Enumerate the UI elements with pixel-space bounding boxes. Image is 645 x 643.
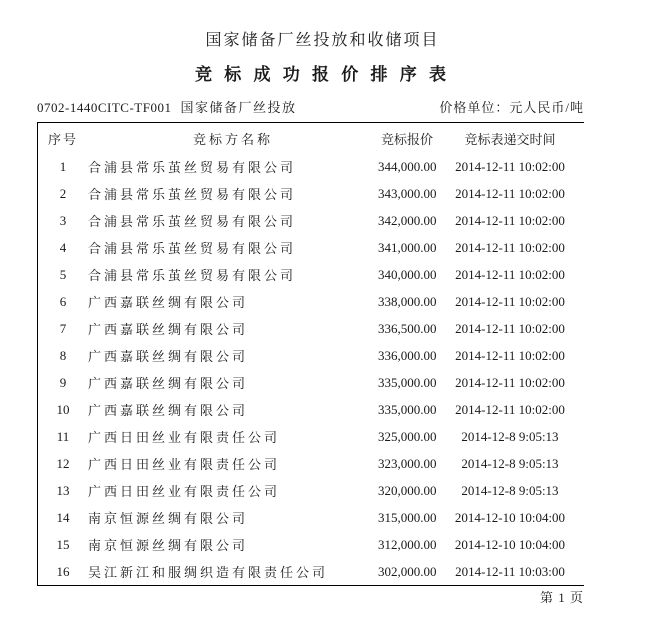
table-header-row <box>38 123 584 153</box>
table-row <box>38 234 584 261</box>
submit-time-cell: 2014-12-11 10:02:00 <box>455 401 565 417</box>
bidder-name-cell: 合浦县常乐茧丝贸易有限公司 <box>88 241 297 256</box>
submit-time-cell: 2014-12-8 9:05:13 <box>461 482 559 498</box>
submit-time-cell: 2014-12-10 10:04:00 <box>454 536 566 552</box>
row-index-cell: 8 <box>59 347 67 363</box>
row-index-cell: 13 <box>56 482 70 498</box>
bid-price-cell: 341,000.00 <box>378 239 437 255</box>
submit-time-cell: 2014-12-11 10:02:00 <box>455 347 565 363</box>
table-row <box>38 369 584 396</box>
bid-price-cell: 325,000.00 <box>378 428 437 444</box>
project-name: 国家储备厂丝投放 <box>180 100 297 115</box>
submit-time-cell: 2014-12-8 9:05:13 <box>461 455 559 471</box>
row-index-cell: 10 <box>56 401 70 417</box>
bid-price-cell: 323,000.00 <box>378 455 437 471</box>
table-body <box>38 153 584 585</box>
bid-price-cell: 336,500.00 <box>378 320 437 336</box>
column-header-bid-price: 竞标报价 <box>380 131 433 147</box>
bidder-name-cell: 合浦县常乐茧丝贸易有限公司 <box>88 160 297 175</box>
bidder-name-cell: 广西日田丝业有限责任公司 <box>88 457 281 472</box>
bidder-name-cell: 广西嘉联丝绸有限公司 <box>88 322 249 337</box>
bidder-name-cell: 南京恒源丝绸有限公司 <box>88 538 249 553</box>
row-index-cell: 15 <box>56 536 70 552</box>
column-header-bidder-name: 竞标方名称 <box>192 131 273 147</box>
bid-price-cell: 340,000.00 <box>378 266 437 282</box>
document-subtitle: 竞 标 成 功 报 价 排 序 表 <box>195 65 450 84</box>
row-index-cell: 1 <box>59 158 67 174</box>
table-row <box>38 342 584 369</box>
table-row <box>38 531 584 558</box>
row-index-cell: 12 <box>56 455 70 471</box>
submit-time-cell: 2014-12-11 10:02:00 <box>455 158 565 174</box>
row-index-cell: 4 <box>59 239 67 255</box>
bidder-name-cell: 合浦县常乐茧丝贸易有限公司 <box>88 268 297 283</box>
table-row <box>38 180 584 207</box>
row-index-cell: 9 <box>59 374 67 390</box>
bidder-name-cell: 吴江新江和服绸织造有限责任公司 <box>88 565 329 580</box>
bid-price-cell: 338,000.00 <box>378 293 437 309</box>
row-index-cell: 6 <box>59 293 67 309</box>
submit-time-cell: 2014-12-11 10:02:00 <box>455 266 565 282</box>
bid-price-cell: 335,000.00 <box>378 374 437 390</box>
bid-price-cell: 315,000.00 <box>378 509 437 525</box>
submit-time-cell: 2014-12-11 10:02:00 <box>455 212 565 228</box>
bidder-name-cell: 广西嘉联丝绸有限公司 <box>88 349 249 364</box>
meta-row <box>37 100 584 116</box>
bid-price-cell: 343,000.00 <box>378 185 437 201</box>
row-index-cell: 5 <box>59 266 67 282</box>
bid-price-cell: 320,000.00 <box>378 482 437 498</box>
table-row <box>38 477 584 504</box>
bidder-name-cell: 广西嘉联丝绸有限公司 <box>88 376 249 391</box>
row-index-cell: 16 <box>56 563 70 579</box>
table-row <box>38 396 584 423</box>
bidder-name-cell: 合浦县常乐茧丝贸易有限公司 <box>88 187 297 202</box>
table-row <box>38 261 584 288</box>
table-row <box>38 153 584 180</box>
bidder-name-cell: 广西嘉联丝绸有限公司 <box>88 295 249 310</box>
table-row <box>38 288 584 315</box>
row-index-cell: 7 <box>59 320 67 336</box>
bidder-name-cell: 南京恒源丝绸有限公司 <box>88 511 249 526</box>
row-index-cell: 11 <box>56 428 70 444</box>
table-row <box>38 558 584 585</box>
submit-time-cell: 2014-12-11 10:02:00 <box>455 185 565 201</box>
column-header-submit-time: 竞标表递交时间 <box>464 131 556 147</box>
bid-price-cell: 302,000.00 <box>378 563 437 579</box>
table-row <box>38 504 584 531</box>
price-unit-label: 价格单位：元人民币/吨 <box>439 100 584 115</box>
bid-price-cell: 342,000.00 <box>378 212 437 228</box>
page-number: 第 1 页 <box>539 590 584 605</box>
bid-price-cell: 344,000.00 <box>378 158 437 174</box>
bid-ranking-table <box>37 122 584 586</box>
table-row <box>38 207 584 234</box>
submit-time-cell: 2014-12-11 10:03:00 <box>455 563 565 579</box>
submit-time-cell: 2014-12-11 10:02:00 <box>455 374 565 390</box>
bid-price-cell: 336,000.00 <box>378 347 437 363</box>
table-row <box>38 450 584 477</box>
table-row <box>38 423 584 450</box>
bidder-name-cell: 广西日田丝业有限责任公司 <box>88 484 281 499</box>
submit-time-cell: 2014-12-11 10:02:00 <box>455 239 565 255</box>
row-index-cell: 3 <box>59 212 67 228</box>
document-title: 国家储备厂丝投放和收储项目 <box>205 32 440 49</box>
row-index-cell: 2 <box>59 185 67 201</box>
project-code: 0702-1440CITC-TF001 <box>37 100 172 115</box>
document-content <box>37 100 584 606</box>
bid-price-cell: 312,000.00 <box>378 536 437 552</box>
column-header-index: 序号 <box>47 131 78 147</box>
submit-time-cell: 2014-12-11 10:02:00 <box>455 293 565 309</box>
submit-time-cell: 2014-12-10 10:04:00 <box>454 509 566 525</box>
submit-time-cell: 2014-12-8 9:05:13 <box>461 428 559 444</box>
submit-time-cell: 2014-12-11 10:02:00 <box>455 320 565 336</box>
project-info <box>37 100 296 116</box>
bidder-name-cell: 广西嘉联丝绸有限公司 <box>88 403 249 418</box>
bidder-name-cell: 广西日田丝业有限责任公司 <box>88 430 281 445</box>
bid-price-cell: 335,000.00 <box>378 401 437 417</box>
table-row <box>38 315 584 342</box>
row-index-cell: 14 <box>56 509 70 525</box>
bidder-name-cell: 合浦县常乐茧丝贸易有限公司 <box>88 214 297 229</box>
